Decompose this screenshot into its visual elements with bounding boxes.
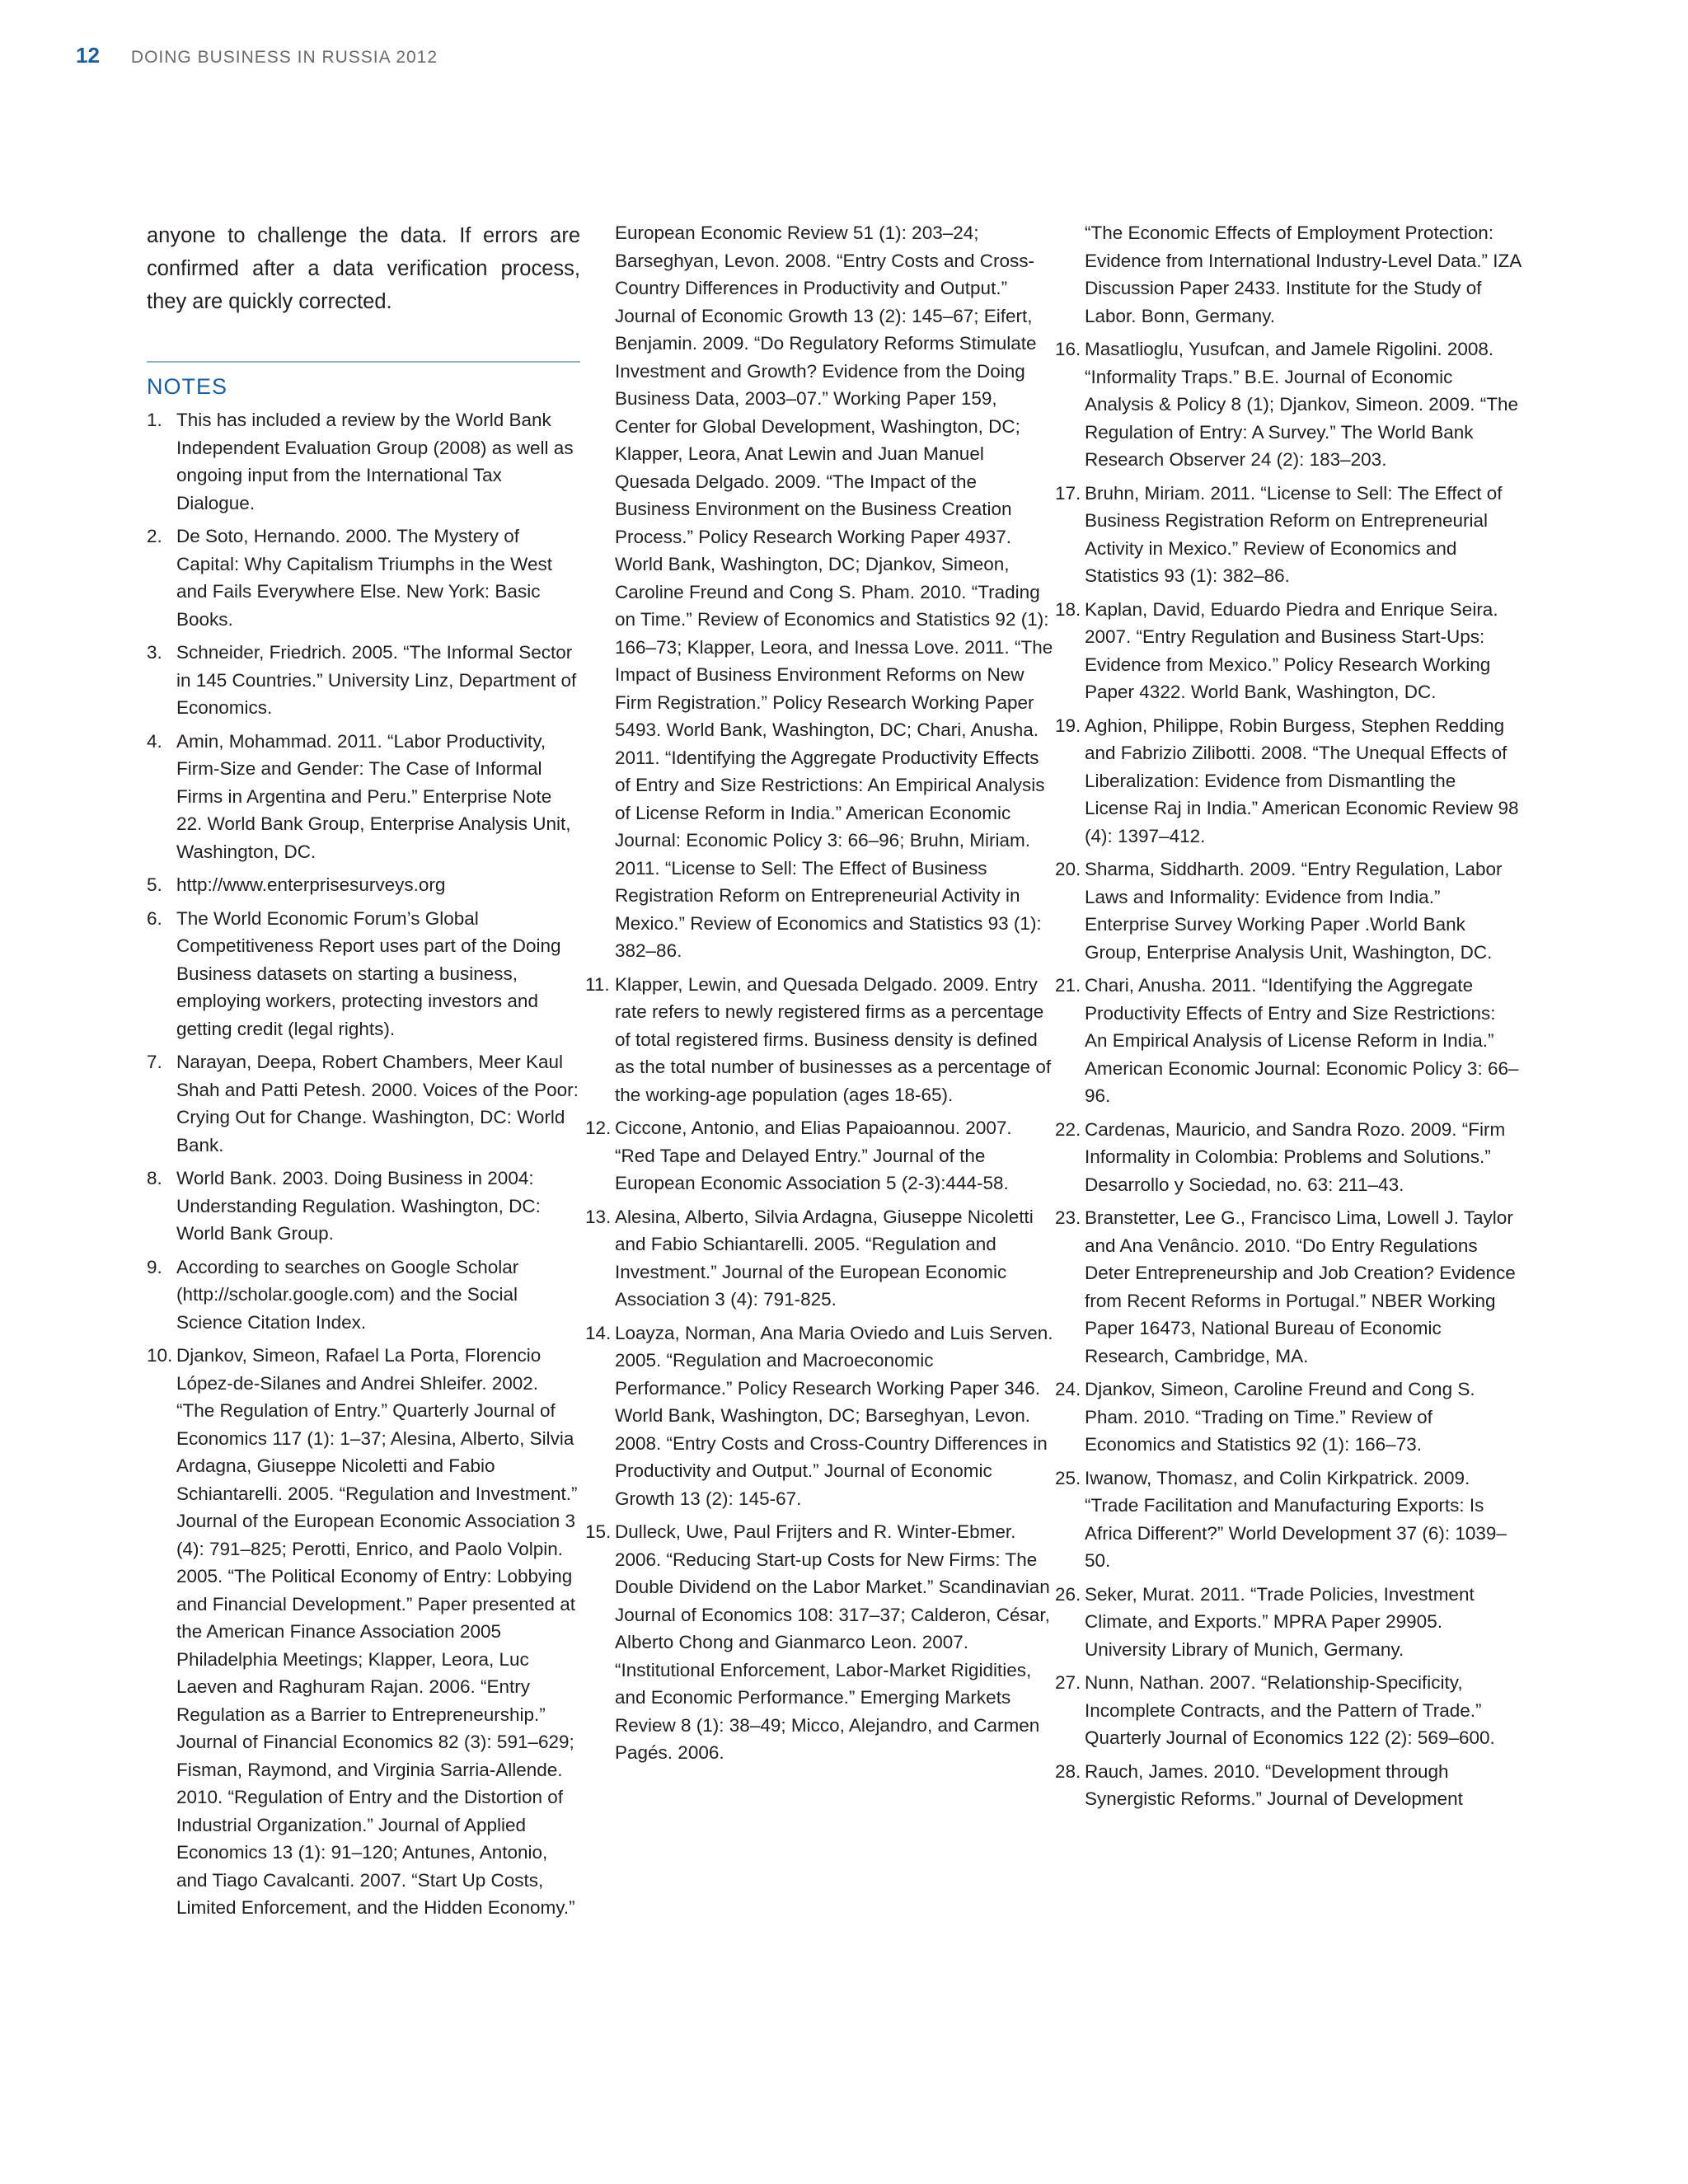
running-title: DOING BUSINESS IN RUSSIA 2012	[130, 48, 438, 67]
section-divider	[147, 361, 580, 363]
note-text: Sharma, Siddharth. 2009. “Entry Regulation, Labor Laws and Informality: Evidence from India.” Enterprise Survey Working Paper .World Bank Group, Enterprise Analysis Unit, Washington, DC.	[1085, 859, 1503, 963]
note-item	[147, 639, 580, 722]
note-text: Iwanow, Thomasz, and Colin Kirkpatrick. 2009. “Trade Facilitation and Manufacturing Exports: Is Africa Different?” World Development 37 (6): 1039–50.	[1085, 1467, 1507, 1571]
note-item	[585, 1518, 1053, 1767]
note-number: 5.	[147, 874, 162, 895]
note-item	[1055, 1465, 1522, 1575]
note-item	[1055, 1116, 1522, 1199]
note-number: 19.	[1055, 715, 1081, 736]
notes-list-2	[585, 971, 1053, 1767]
note-number: 17.	[1055, 482, 1081, 504]
note-number: 13.	[585, 1206, 612, 1227]
note-text: Ciccone, Antonio, and Elias Papaioannou. 2007. “Red Tape and Delayed Entry.” Journal of the European Economic Association 5 (2-3):444-58.	[615, 1118, 1012, 1193]
note-number: 1.	[147, 410, 162, 430]
note-item	[585, 1319, 1053, 1513]
note-item	[1055, 1581, 1522, 1664]
note-text: Seker, Murat. 2011. “Trade Policies, Investment Climate, and Exports.” MPRA Paper 29905. University Library of Munich, Germany.	[1085, 1583, 1475, 1660]
note-number: 25.	[1055, 1467, 1081, 1488]
note-text: Nunn, Nathan. 2007. “Relationship-Specificity, Incomplete Contracts, and the Pattern of Trade.” Quarterly Journal of Economics 122 (2): 569–600.	[1085, 1672, 1495, 1748]
note-number: 24.	[1055, 1379, 1081, 1399]
note-text: World Bank. 2003. Doing Business in 2004: Understanding Regulation. Washington, DC: World Bank Group.	[176, 1168, 541, 1244]
note-text: Aghion, Philippe, Robin Burgess, Stephen Redding and Fabrizio Zilibotti. 2008. “The Unequal Effects of Liberalization: Evidence from Dismantling the License Raj in India.” American Economic Review 98 (4): 1397–412.	[1085, 715, 1519, 846]
note-item	[1055, 1376, 1522, 1459]
note-item	[147, 1254, 580, 1337]
note-number: 10.	[147, 1345, 173, 1366]
note-number: 21.	[1055, 975, 1081, 996]
note-text: Rauch, James. 2010. “Development through Synergistic Reforms.” Journal of Development	[1085, 1760, 1463, 1809]
note-text: According to searches on Google Scholar (http://scholar.google.com) and the Social Science Citation Index.	[176, 1256, 519, 1333]
note-item	[147, 871, 580, 899]
note-item	[147, 905, 580, 1043]
note-item	[1055, 596, 1522, 706]
note-item	[1055, 335, 1522, 474]
note-text: Masatlioglu, Yusufcan, and Jamele Rigolini. 2008. “Informality Traps.” B.E. Journal of Economic Analysis & Policy 8 (1); Djankov, Simeon. 2009. “The Regulation of Entry: A Survey.” The World Bank Research Observer 24 (2): 183–203.	[1085, 339, 1519, 470]
note-number: 8.	[147, 1168, 162, 1188]
note-text: Dulleck, Uwe, Paul Frijters and R. Winter-Ebmer. 2006. “Reducing Start-up Costs for New Firms: The Double Dividend on the Labor Market.” Scandinavian Journal of Economics 108: 317–37; Calderon, César, Alberto Chong and Gianmarco Leon. 2007. “Institutional Enforcement, Labor-Market Rigidities, and Economic Performance.” Emerging Markets Review 8 (1): 38–49; Micco, Alejandro, and Carmen Pagés. 2006.	[615, 1521, 1050, 1763]
note-item	[147, 728, 580, 866]
note-number: 18.	[1055, 598, 1081, 620]
note-item	[1055, 1204, 1522, 1370]
note-number: 2.	[147, 526, 162, 546]
note-number: 6.	[147, 907, 162, 929]
note-text: The World Economic Forum’s Global Competitiveness Report uses part of the Doing Business datasets on starting a business, employing workers, protecting investors and getting credit (legal rights).	[176, 907, 561, 1039]
note-text: Narayan, Deepa, Robert Chambers, Meer Kaul Shah and Patti Petesh. 2000. Voices of the Poor: Crying Out for Change. Washington, DC: World Bank.	[176, 1052, 579, 1155]
note-item	[1055, 712, 1522, 851]
notes-heading: NOTES	[147, 374, 228, 399]
note-continuation-10: European Economic Review 51 (1): 203–24; Barseghyan, Levon. 2008. “Entry Costs and Cross-Country Differences in Productivity and Output.” Journal of Economic Growth 13 (2): 145–67; Eifert, Benjamin. 2009. “Do Regulatory Reforms Stimulate Investment and Growth? Evidence from the Doing Business Data, 2003–07.” Working Paper 159, Center for Global Development, Washington, DC; Klapper, Leora, Anat Lewin and Juan Manuel Quesada Delgado. 2009. “The Impact of the Business Environment on the Business Creation Process.” Policy Research Working Paper 4937. World Bank, Washington, DC; Djankov, Simeon, Caroline Freund and Cong S. Pham. 2010. “Trading on Time.” Review of Economics and Statistics 92 (1): 166–73; Klapper, Leora, and Inessa Love. 2011. “The Impact of Business Environment Reforms on New Firm Registration.” Policy Research Working Paper 5493. World Bank, Washington, DC; Chari, Anusha. 2011. “Identifying the Aggregate Productivity Effects of Entry and Size Restrictions: An Empirical Analysis of License Reform in India.” American Economic Journal: Economic Policy 3: 66–96; Bruhn, Miriam. 2011. “License to Sell: The Effect of Business Registration Reform on Entrepreneurial Activity in Mexico.” Review of Economics and Statistics 93 (1): 382–86.	[615, 223, 1053, 961]
note-number: 12.	[585, 1118, 612, 1138]
note-item	[585, 1203, 1053, 1314]
column-3	[1055, 219, 1522, 1819]
note-number: 4.	[147, 730, 162, 752]
note-item	[147, 1048, 580, 1159]
note-text: Djankov, Simeon, Rafael La Porta, Florencio López-de-Silanes and Andrei Shleifer. 2002. “The Regulation of Entry.” Quarterly Journal of Economics 117 (1): 1–37; Alesina, Alberto, Silvia Ardagna, Giuseppe Nicoletti and Fabio Schiantarelli. 2005. “Regulation and Investment.” Journal of the European Economic Association 3 (4): 791–825; Perotti, Enrico, and Paolo Volpin. 2005. “The Political Economy of Entry: Lobbying and Financial Development.” Paper presented at the American Finance Association 2005 Philadelphia Meetings; Klapper, Leora, Luc Laeven and Raghuram Rajan. 2006. “Entry Regulation as a Barrier to Entrepreneurship.” Journal of Financial Economics 82 (3): 591–629; Fisman, Raymond, and Virginia Sarria-Allende. 2010. “Regulation of Entry and the Distortion of Industrial Organization.” Journal of Applied Economics 13 (1): 91–120; Antunes, Antonio, and Tiago Cavalcanti. 2007. “Start Up Costs, Limited Enforcement, and the Hidden Economy.”	[176, 1345, 578, 1918]
notes-list-3	[1055, 335, 1522, 1813]
note-number: 11.	[585, 973, 610, 995]
note-text: Djankov, Simeon, Caroline Freund and Cong S. Pham. 2010. “Trading on Time.” Review of Economics and Statistics 92 (1): 166–73.	[1085, 1379, 1475, 1455]
column-2	[585, 219, 1053, 1773]
note-item	[585, 971, 1053, 1109]
note-text: Klapper, Lewin, and Quesada Delgado. 2009. Entry rate refers to newly registered firms as a percentage of total registered firms. Business density is defined as the total number of businesses as a percentage of the working-age population (ages 18-65).	[615, 973, 1052, 1105]
note-item	[1055, 480, 1522, 590]
note-text: Schneider, Friedrich. 2005. “The Informal Sector in 145 Countries.” University Linz, Department of Economics.	[176, 642, 577, 718]
note-item	[147, 406, 580, 517]
note-number: 9.	[147, 1256, 162, 1277]
note-number: 14.	[585, 1322, 612, 1343]
note-item	[585, 1114, 1053, 1197]
note-number: 3.	[147, 642, 162, 663]
page-number: 12	[76, 43, 100, 68]
note-number: 28.	[1055, 1760, 1081, 1782]
note-text: Cardenas, Mauricio, and Sandra Rozo. 2009. “Firm Informality in Colombia: Problems and Solutions.” Desarrollo y Sociedad, no. 63: 211–43.	[1085, 1118, 1506, 1195]
note-continuation-15: “The Economic Effects of Employment Protection: Evidence from International Industry-Level Data.” IZA Discussion Paper 2433. Institute for the Study of Labor. Bonn, Germany.	[1085, 223, 1522, 326]
page-header	[76, 43, 438, 68]
note-text: Amin, Mohammad. 2011. “Labor Productivity, Firm-Size and Gender: The Case of Informal Firms in Argentina and Peru.” Enterprise Note 22. World Bank Group, Enterprise Analysis Unit, Washington, DC.	[176, 730, 571, 862]
note-item	[1055, 855, 1522, 966]
note-text: This has included a review by the World Bank Independent Evaluation Group (2008) as well as ongoing input from the International Tax Dialogue.	[176, 410, 574, 513]
notes-list-1	[147, 406, 580, 1922]
note-item	[1055, 972, 1522, 1110]
note-text: De Soto, Hernando. 2000. The Mystery of Capital: Why Capitalism Triumphs in the West and Fails Everywhere Else. New York: Basic Books.	[176, 526, 552, 630]
note-number: 22.	[1055, 1118, 1081, 1140]
note-number: 15.	[585, 1521, 612, 1542]
note-number: 20.	[1055, 859, 1081, 879]
note-item	[147, 523, 580, 633]
note-text: Kaplan, David, Eduardo Piedra and Enrique Seira. 2007. “Entry Regulation and Business Start-Ups: Evidence from Mexico.” Policy Research Working Paper 4322. World Bank, Washington, DC.	[1085, 598, 1498, 702]
note-item	[1055, 1758, 1522, 1813]
note-number: 26.	[1055, 1583, 1081, 1605]
note-number: 16.	[1055, 339, 1081, 359]
intro-paragraph: anyone to challenge the data. If errors are confirmed after a data verification process, they are quickly corrected.	[147, 224, 580, 313]
note-item	[147, 1342, 580, 1922]
note-number: 7.	[147, 1052, 162, 1072]
note-text: Loayza, Norman, Ana Maria Oviedo and Luis Serven. 2005. “Regulation and Macroeconomic Performance.” Policy Research Working Paper 346. World Bank, Washington, DC; Barseghyan, Levon. 2008. “Entry Costs and Cross-Country Differences in Productivity and Output.” Journal of Economic Growth 13 (2): 145-67.	[615, 1322, 1053, 1509]
note-text: Chari, Anusha. 2011. “Identifying the Aggregate Productivity Effects of Entry and Size Restrictions: An Empirical Analysis of License Reform in India.” American Economic Journal: Economic Policy 3: 66–96.	[1085, 975, 1519, 1106]
note-number: 23.	[1055, 1207, 1081, 1228]
note-number: 27.	[1055, 1672, 1081, 1693]
note-text: http://www.enterprisesurveys.org	[176, 874, 446, 895]
column-1	[147, 219, 580, 1928]
note-item	[147, 1165, 580, 1248]
note-text: Branstetter, Lee G., Francisco Lima, Lowell J. Taylor and Ana Venâncio. 2010. “Do Entry Regulations Deter Entrepreneurship and Job Creation? Evidence from Recent Reforms in Portugal.” NBER Working Paper 16473, National Bureau of Economic Research, Cambridge, MA.	[1085, 1207, 1516, 1366]
note-text: Bruhn, Miriam. 2011. “License to Sell: The Effect of Business Registration Reform on Entrepreneurial Activity in Mexico.” Review of Economics and Statistics 93 (1): 382–86.	[1085, 482, 1503, 586]
note-text: Alesina, Alberto, Silvia Ardagna, Giuseppe Nicoletti and Fabio Schiantarelli. 2005. “Regulation and Investment.” Journal of the European Economic Association 3 (4): 791-825.	[615, 1206, 1034, 1310]
note-item	[1055, 1669, 1522, 1752]
